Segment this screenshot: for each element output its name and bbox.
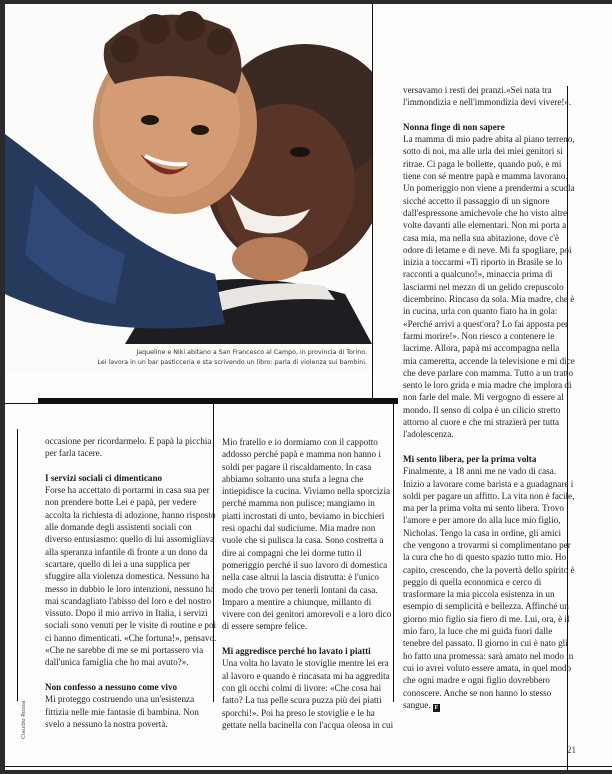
- page-number: 21: [567, 745, 576, 755]
- photo-caption: [45, 348, 367, 367]
- paragraph: occasione per ricordarmelo. E papà la picchia per farla tacere.: [45, 436, 212, 459]
- section-divider-thin: [5, 403, 38, 404]
- paragraph: Una volta ho lavato le stoviglie mentre lei era al lavoro e quando è rincasata mi ha aggredita con gli occhi colmi di livore: «Che cosa hai fatto? La tua pelle scura puzza più dei piatti sporchi!». Poi ha preso le stoviglie e le ha gettate nella bacinella con l'acqua oleosa in cui: [222, 658, 394, 730]
- paragraph: versavamo i resti dei pranzi.«Sei nata tra l'immondizia e nell'immondizia devi vivere!».: [403, 85, 572, 108]
- photo-right-rule: [372, 4, 373, 400]
- paragraph-text: Finalmente, a 18 anni me ne vado di casa. Inizio a lavorare come barista e a guadagnare i soldi per pagare un affitto. La vita non è facile, ma per la prima volta mi sento libera. Trovo l'amore e per amore do alla luce mio figlio, Nicholas. Tengo la casa in ordine, gli amici che vengono a trovarmi si complimentano per la cura che ho di questo spazio tutto mio. Ho capito, crescendo, che la povertà dello spirito è peggio di quella economica e cerco di trasformare la mia piccola esistenza in un esempio di semplicità e bellezza. Affinché un giorno mio figlio sia fiero di me. Lui, ora, è il mio faro, la luce che mi guida fuori dalle tenebre del passato. Il giorno in cui è nato gli ho fatto una promessa: sarà amato nel modo in cui io avrei voluto essere amata, in quel modo che ogni madre e ogni figlio dovrebbero conoscere. Anche se non hanno lo stesso sangue.: [403, 466, 575, 710]
- left-margin-rule: [17, 429, 18, 701]
- end-of-article-icon: F: [434, 704, 439, 711]
- paragraph: La mamma di mio padre abita al piano terreno, sotto di noi, ma alle urla dei miei genitori si ritrae. Ci paga le bollette, quando può, e mi tiene con sé mentre papà e mamma lavorano. Un pomeriggio non viene a prendermi a scuola sicché accetto il passaggio di un signore dall'espressone amichevole che ho visto altre volte davanti alle elementari. Non mi porta a casa mia, ma nella sua abitazione, dove c'è odore di letame e di neve. Mi fa spogliare, poi inizia a toccarmi «Ti riporto in Brasile se lo racconti a qualcuno!», minaccia prima di lasciarmi nel mezzo di un gelido crepuscolo dicembrino. Rincaso da sola. Mia madre, che è in cucina, urla con quanto fiato ha in gola: «Perché arrivi a quest'ora? Lo fai apposta per farmi morire!». Non riesco a contenere le lacrime. Allora, papà mi accompagna nella mia cameretta, accende la televisione e mi dice che deve parlare con mamma. Tutto a un tratto sento le loro grida e mia madre che implora di non farle del male. Mi vergogno di essere al mondo. Il senso di colpa è un cilicio stretto attorno al cuore e che mi strazierà per tutta l'adolescenza.: [403, 134, 575, 440]
- subheading: Non confesso a nessuno come vivo: [45, 681, 178, 692]
- paragraph: Mio fratello e io dormiamo con il cappotto addosso perché papà e mamma non hanno i soldi per pagare il riscaldamento. In casa abbiamo soltanto una stufa a legna che intiepidisce la cucina. Viviamo nella sporcizia perché mamma non pulisce; mangiamo in piatti incrostati di unto, beviamo in bicchieri resi opachi dal sudiciume. Mia madre non vuole che si pulisca la casa. Sono costretta a dire ai compagni che lei dorme tutto il pomeriggio perché il suo lavoro di domestica nella case altrui la lascia distrutta: è l'unico modo che trovo per tenerli lontani da casa. Imparo a mentire a chiunque, millanto di vivere con dei genitori amorevoli e a loro dico di essere sempre felice.: [222, 437, 392, 632]
- paragraph: Mi proteggo costruendo una un'esistenza fittizia nelle mie fantasie di bambina. Non svelo a nessuno la nostra povertà.: [45, 694, 199, 729]
- magazine-page: [5, 4, 612, 770]
- subheading: Mi sento libera, per la prima volta: [403, 453, 537, 464]
- article-photo: [5, 4, 372, 372]
- article-column-1: [45, 435, 217, 730]
- photo-credit: Claudio Rossa: [21, 700, 27, 739]
- paragraph-final: [403, 465, 575, 712]
- bottom-rule: [5, 766, 612, 767]
- article-column-2: [222, 436, 394, 731]
- article-column-3: [403, 84, 575, 712]
- subheading: Nonna finge di non sapere: [403, 121, 505, 132]
- paragraph: Forse ha accettato di portarmi in casa sua per non prendere botte Lei e papà, per vedere accolta la richiesta di adozione, hanno risposto alle domande degli assistenti sociali con diverso entusiasmo: quello di lui assomigliava alla speranza infantile di fronte a un dono da scartare, quello di lei a una supplica per sfuggire alla violenza domestica. Nessuno ha messo in dubbio le loro intenzioni, nessuno ha mai scandagliato l'abisso del loro e del nostro vissuto. Dopo il mio arrivo in Italia, i servizi sociali sono venuti per le visite di routine e poi ci hanno dimenticati. «Che fortuna!», pensavo. «Che ne sarebbe di me se mi portassero via dall'unica famiglia che ho mai avuto?».: [45, 485, 217, 668]
- section-divider-bar: [38, 398, 398, 404]
- caption-line-2: Lei lavora in un bar pasticceria e sta scrivendo un libro: parla di violenza sui bambini.: [97, 358, 367, 366]
- subheading: Mi aggredisce perché ho lavato i piatti: [222, 646, 371, 657]
- mother-and-child-photo: [5, 4, 372, 344]
- subheading: I servizi sociali ci dimenticano: [45, 472, 163, 483]
- caption-line-1: Jaqueline e Niki abitano a San Francesco al Campo, in provincia di Torino.: [136, 349, 367, 356]
